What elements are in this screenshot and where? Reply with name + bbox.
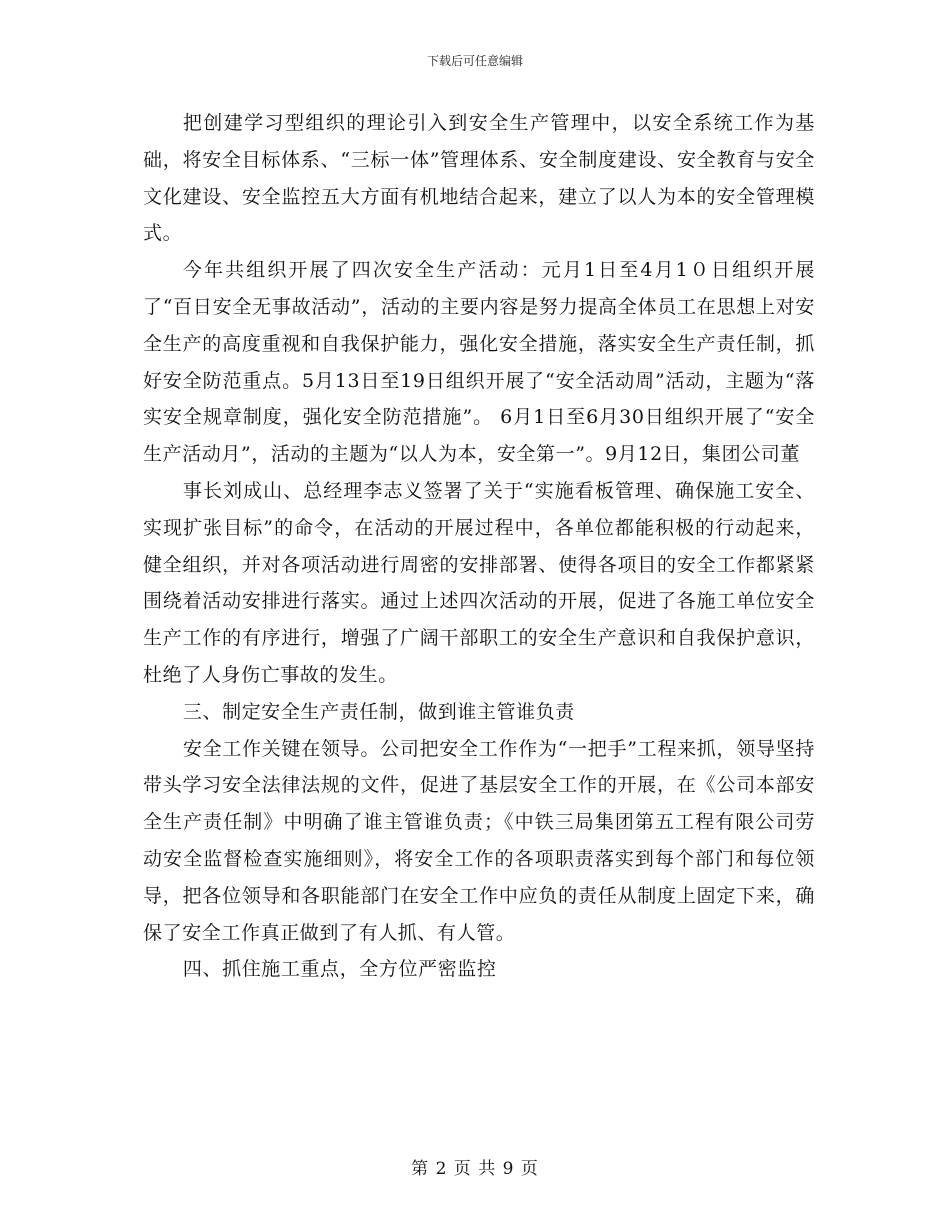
section-heading-monitoring: 四、抓住施工重点，全方位严密监控	[182, 958, 497, 981]
paragraph-safety-management-model: 把创建学习型组织的理论引入到安全生产管理中，以安全系统工作为基础，将安全目标体系、“三标一体”管理体系、安全制度建设、安全教育与安全文化建设、安全监控五大方面有机地结合起来，建立了以人为本的安全管理模式。	[143, 112, 815, 245]
paragraph-safety-activities: 今年共组织开展了四次安全生产活动：元月1日至4月1０日组织开展了“百日安全无事故活动”，活动的主要内容是努力提高全体员工在思想上对安全生产的高度重视和自我保护能力，强化安全措施，落实安全生产责任制，抓好安全防范重点。5月13日至19日组织开展了“安全活动周”活动，主题为“落实安全规章制度，强化安全防范措施”。 6月1日至6月30日组织开展了“安全生产活动月”，活动的主题为“以人为本，安全第一”。9月12日，集团公司董	[143, 259, 815, 466]
page-number-footer: 第 2 页 共 9 页	[411, 1159, 539, 1179]
document-body	[143, 105, 815, 988]
page-header-note: 下载后可任意编辑	[426, 54, 523, 68]
paragraph-activity-results: 事长刘成山、总经理李志义签署了关于“实施看板管理、确保施工安全、实现扩张目标”的命令，在活动的开展过程中，各单位都能积极的行动起来，健全组织，并对各项活动进行周密的安排部署、使得各项目的安全工作都紧紧围绕着活动安排进行落实。通过上述四次活动的开展，促进了各施工单位安全生产工作的有序进行，增强了广阔干部职工的安全生产意识和自我保护意识，杜绝了人身伤亡事故的发生。	[143, 479, 815, 686]
paragraph-leadership-responsibility: 安全工作关键在领导。公司把安全工作作为“一把手”工程来抓，领导坚持带头学习安全法律法规的文件，促进了基层安全工作的开展，在《公司本部安全生产责任制》中明确了谁主管谁负责；《中铁三局集团第五工程有限公司劳动安全监督检查实施细则》，将安全工作的各项职责落实到每个部门和每位领导，把各位领导和各职能部门在安全工作中应负的责任从制度上固定下来，确保了安全工作真正做到了有人抓、有人管。	[143, 737, 815, 944]
section-heading-responsibility: 三、制定安全生产责任制，做到谁主管谁负责	[182, 700, 575, 723]
